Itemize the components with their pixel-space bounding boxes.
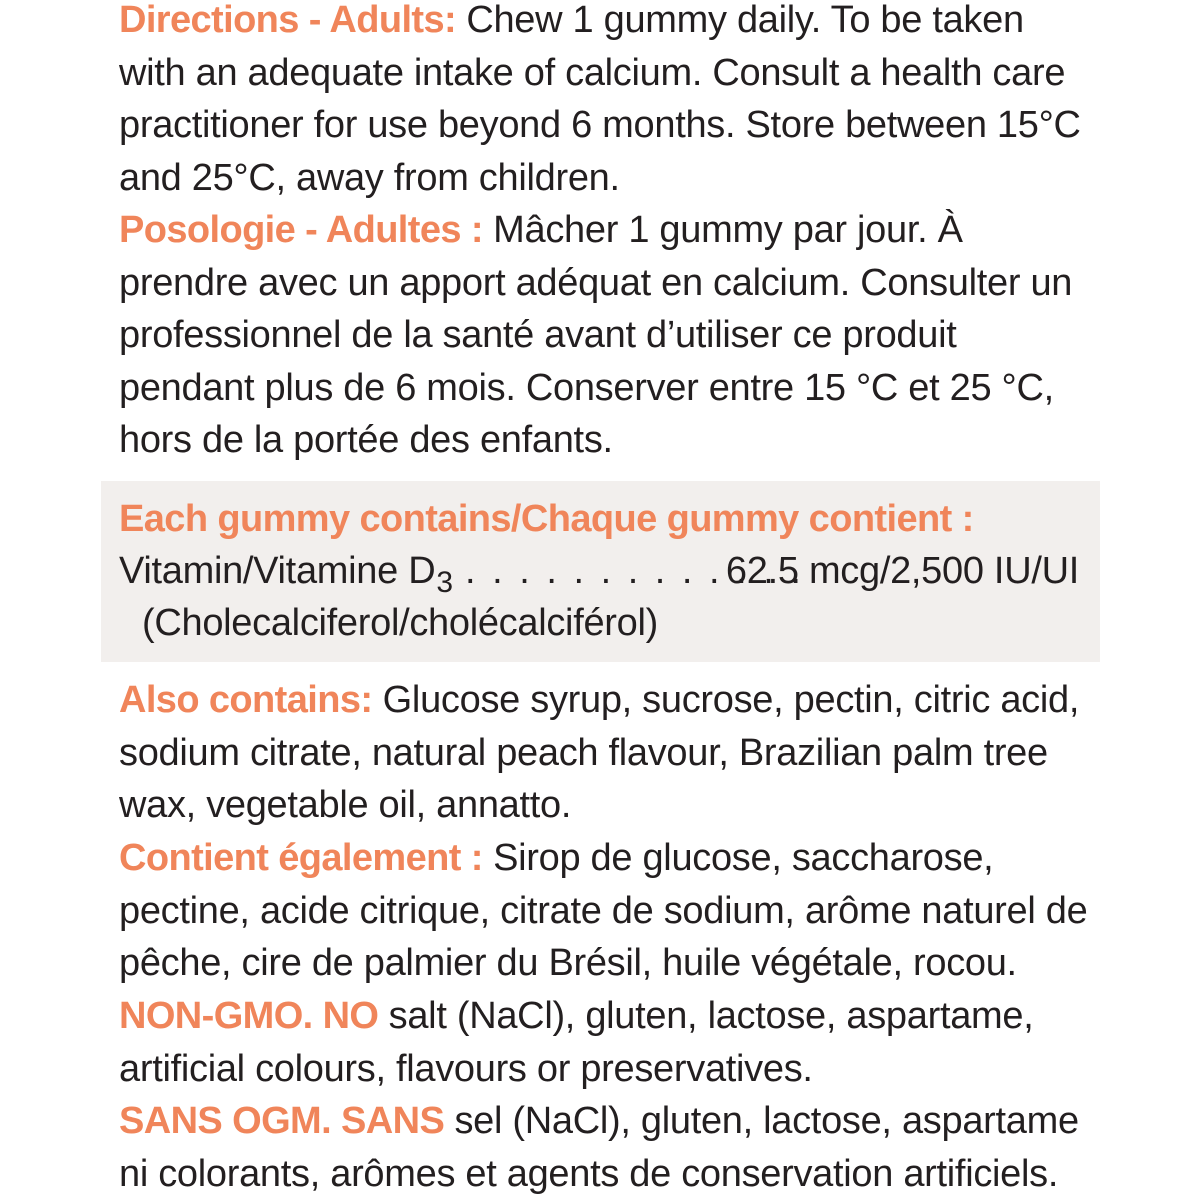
also-contains-french-label: Contient également : bbox=[119, 837, 483, 879]
nutrient-amount: 62.5 mcg/2,500 IU/UI bbox=[725, 550, 1079, 592]
directions-english-paragraph bbox=[119, 0, 1094, 204]
free-from-english bbox=[119, 990, 1094, 1095]
contents-heading: Each gummy contains/Chaque gummy contient : bbox=[119, 498, 974, 540]
directions-french-label: Posologie - Adultes : bbox=[119, 209, 483, 251]
free-from-english-text: salt (NaCl), gluten, lactose, aspartame, artificial colours, flavours or preservatives. bbox=[119, 995, 1034, 1090]
directions-english-text: Chew 1 gummy daily. To be taken with an adequate intake of calcium. Consult a health care practitioner for use beyond 6 months. Store between 15°C and 25°C, away from children. bbox=[119, 0, 1081, 199]
also-contains-english bbox=[119, 674, 1094, 832]
also-contains-english-label: Also contains: bbox=[119, 679, 373, 721]
also-contains-english-paragraph bbox=[119, 674, 1094, 832]
nutrient-name: Vitamin/Vitamine D bbox=[119, 550, 436, 592]
also-contains-french-text: Sirop de glucose, saccharose, pectine, acide citrique, citrate de sodium, arôme naturel de pêche, cire de palmier du Brésil, huile végétale, rocou. bbox=[119, 837, 1088, 984]
directions-french bbox=[119, 204, 1094, 467]
directions-french-paragraph bbox=[119, 204, 1094, 467]
directions-english-label: Directions - Adults: bbox=[119, 0, 457, 41]
free-from-english-label: NON-GMO. NO bbox=[119, 995, 379, 1037]
free-from-french-paragraph bbox=[119, 1095, 1094, 1200]
free-from-french-text: sel (NaCl), gluten, lactose, aspartame ni colorants, arômes et agents de conservation artificiels. bbox=[119, 1100, 1079, 1195]
free-from-english-paragraph bbox=[119, 990, 1094, 1095]
directions-french-text: Mâcher 1 gummy par jour. À prendre avec un apport adéquat en calcium. Consulter un professionnel de la santé avant d’utiliser ce produit pendant plus de 6 mois. Conserver entre 15 °C et 25 °C, hors de la portée des enfants. bbox=[119, 209, 1073, 461]
free-from-french bbox=[119, 1095, 1094, 1200]
nutrient-name-wrap bbox=[119, 545, 453, 600]
nutrient-row bbox=[119, 545, 1079, 597]
directions-english bbox=[119, 0, 1094, 204]
leader-dots: . . . . . . . . . . . . . bbox=[465, 550, 804, 592]
also-contains-french-paragraph bbox=[119, 832, 1094, 990]
contents-box bbox=[101, 481, 1100, 662]
nutrient-source: (Cholecalciferol/cholécalciférol) bbox=[142, 602, 658, 644]
nutrient-subscript: 3 bbox=[436, 566, 453, 599]
also-contains-french bbox=[119, 832, 1094, 990]
also-contains-english-text: Glucose syrup, sucrose, pectin, citric acid, sodium citrate, natural peach flavour, Brazilian palm tree wax, vegetable oil, annatto. bbox=[119, 679, 1080, 826]
free-from-french-label: SANS OGM. SANS bbox=[119, 1100, 445, 1142]
